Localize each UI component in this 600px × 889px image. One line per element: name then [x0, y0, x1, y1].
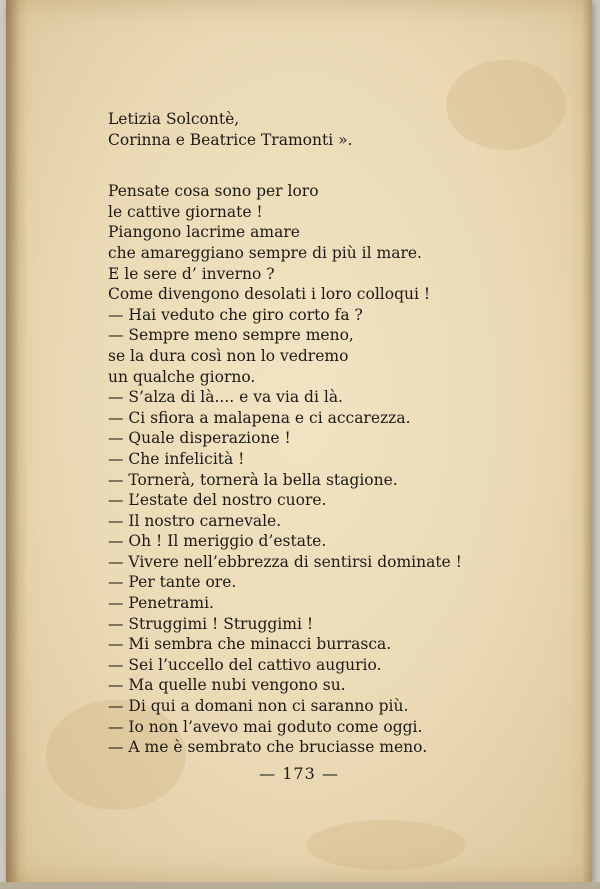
poem-line: E le sere d’ inverno ? — [108, 264, 275, 283]
poem-line: — Che infelicità ! — [108, 449, 245, 468]
page-bottom-edge — [0, 882, 600, 889]
poem-line: — Struggimi ! Struggimi ! — [108, 614, 314, 633]
poem-line: — Sei l’uccello del cattivo augurio. — [108, 655, 382, 674]
poem-line: — Tornerà, tornerà la bella stagione. — [108, 470, 398, 489]
page-text — [108, 109, 538, 758]
poem-line: — Di qui a domani non ci saranno più. — [108, 697, 409, 716]
paper-stain — [306, 820, 466, 870]
header-line: Letizia Solcontè, — [108, 110, 240, 128]
poem-line: — Penetrami. — [108, 594, 214, 613]
poem-line: — Vivere nell’ebbrezza di sentirsi dominate ! — [108, 552, 462, 571]
poem-line: un qualche giorno. — [108, 367, 256, 386]
poem-line: — Hai veduto che giro corto fa ? — [108, 305, 363, 324]
poem-line: — A me è sembrato che bruciasse meno. — [108, 738, 428, 757]
poem-line: se la dura così non lo vedremo — [108, 346, 349, 365]
poem-line: che amareggiano sempre di più il mare. — [108, 243, 422, 262]
spine-shadow — [6, 0, 28, 882]
poem-line: — Oh ! Il meriggio d’estate. — [108, 532, 327, 551]
poem-line: — Il nostro carnevale. — [108, 511, 282, 530]
poem-line: — Mi sembra che minacci burrasca. — [108, 635, 392, 654]
poem-line: — Io non l’avevo mai goduto come oggi. — [108, 717, 423, 736]
header-line: Corinna e Beatrice Tramonti ». — [108, 130, 353, 149]
poem-line: — Sempre meno sempre meno, — [108, 326, 354, 345]
stanza-gap — [108, 150, 538, 181]
poem-line: — S’alza di là.... e va via di là. — [108, 388, 343, 407]
poem-line: le cattive giornate ! — [108, 202, 263, 221]
poem-line: — Ma quelle nubi vengono su. — [108, 676, 346, 695]
poem-line: Piangono lacrime amare — [108, 223, 300, 242]
poem-line: — L’estate del nostro cuore. — [108, 491, 327, 510]
poem-line: Come divengono desolati i loro colloqui ! — [108, 285, 431, 304]
poem-line: — Per tante ore. — [108, 573, 237, 592]
poem-line: Pensate cosa sono per loro — [108, 182, 319, 201]
page-edge — [582, 0, 592, 882]
page-number: — 173 — — [259, 764, 339, 783]
book-page — [6, 0, 592, 882]
poem-line: — Ci sfiora a malapena e ci accarezza. — [108, 408, 411, 427]
poem-line: — Quale disperazione ! — [108, 429, 291, 448]
